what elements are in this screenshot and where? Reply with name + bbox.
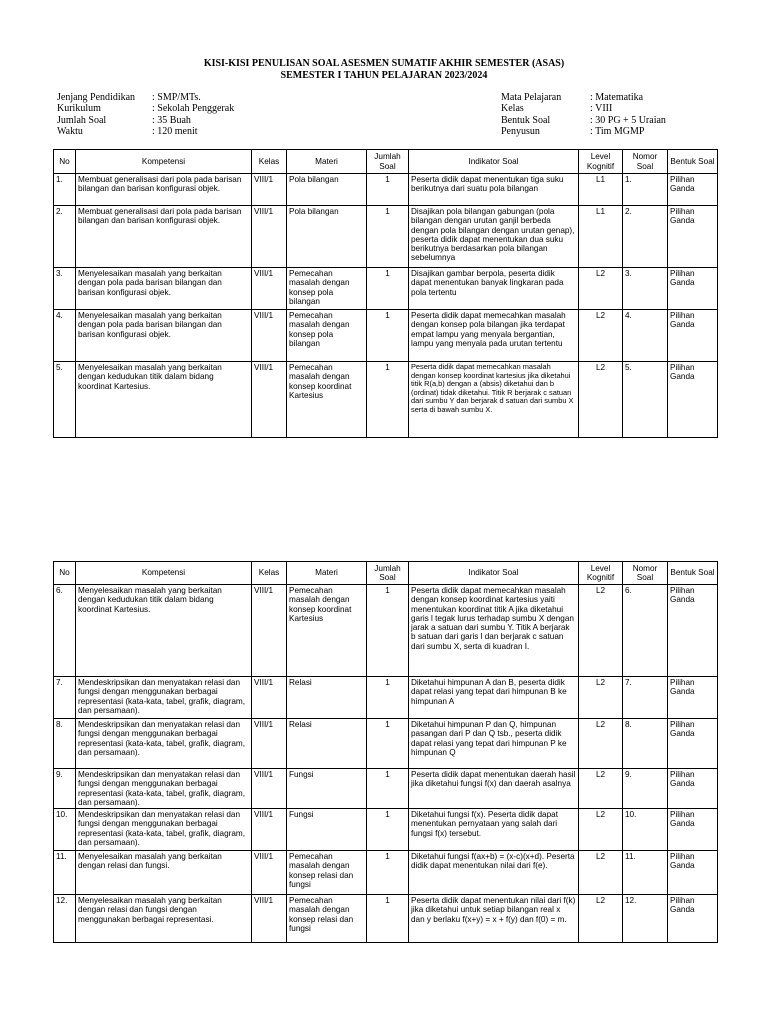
- cell-jumlah: 1: [367, 719, 409, 769]
- cell-jumlah: 1: [367, 362, 409, 438]
- cell-no: 2.: [54, 206, 76, 268]
- meta-row: [501, 115, 666, 126]
- cell-materi: Relasi: [287, 719, 367, 769]
- cell-kelas: VIII/1: [252, 585, 287, 677]
- cell-level: L2: [579, 719, 623, 769]
- cell-kelas: VIII/1: [252, 851, 287, 895]
- cell-bentuk: Pilihan Ganda: [668, 268, 718, 310]
- cell-nomor: 9.: [623, 769, 668, 809]
- column-header: Kelas: [252, 150, 287, 174]
- cell-kompetensi: Menyelesaikan masalah yang berkaitan dengan relasi dan fungsi.: [76, 851, 252, 895]
- table-row: [54, 677, 718, 719]
- cell-jumlah: 1: [367, 268, 409, 310]
- cell-kompetensi: Menyelesaikan masalah yang berkaitan dengan pola pada barisan bilangan dan barisan konfigurasi objek.: [76, 268, 252, 310]
- cell-bentuk: Pilihan Ganda: [668, 809, 718, 851]
- cell-kelas: VIII/1: [252, 769, 287, 809]
- meta-row: [501, 92, 666, 103]
- cell-nomor: 6.: [623, 585, 668, 677]
- cell-indikator: Peserta didik dapat memecahkan masalah dengan konsep pola bilangan jika terdapat empat lampu yang menyala bergantian, lampu yang menyala pada urutan tertentu: [409, 310, 579, 362]
- table-row: [54, 585, 718, 677]
- meta-value: : VIII: [590, 103, 613, 115]
- column-header: Nomor Soal: [623, 150, 668, 174]
- meta-value: : 120 menit: [152, 126, 198, 138]
- cell-materi: Pola bilangan: [287, 174, 367, 206]
- cell-materi: Pemecahan masalah dengan konsep pola bilangan: [287, 310, 367, 362]
- cell-materi: Pemecahan masalah dengan konsep pola bilangan: [287, 268, 367, 310]
- cell-no: 1.: [54, 174, 76, 206]
- table-row: [54, 895, 718, 943]
- cell-nomor: 10.: [623, 809, 668, 851]
- meta-value: : 30 PG + 5 Uraian: [590, 114, 666, 126]
- table-row: [54, 769, 718, 809]
- table-header-row: [54, 150, 718, 174]
- cell-no: 3.: [54, 268, 76, 310]
- meta-label: Waktu: [57, 126, 83, 138]
- cell-nomor: 11.: [623, 851, 668, 895]
- cell-no: 7.: [54, 677, 76, 719]
- cell-bentuk: Pilihan Ganda: [668, 769, 718, 809]
- cell-kelas: VIII/1: [252, 206, 287, 268]
- cell-materi: Pemecahan masalah dengan konsep koordinat Kartesius: [287, 362, 367, 438]
- cell-kompetensi: Menyelesaikan masalah yang berkaitan dengan kedudukan titik dalam bidang koordinat Kartesius.: [76, 585, 252, 677]
- cell-materi: Pola bilangan: [287, 206, 367, 268]
- cell-nomor: 4.: [623, 310, 668, 362]
- meta-left-table: [57, 92, 234, 138]
- cell-level: L2: [579, 268, 623, 310]
- cell-materi: Fungsi: [287, 809, 367, 851]
- cell-level: L2: [579, 851, 623, 895]
- cell-indikator: Diketahui fungsi f(ax+b) = (x-c)(x+d). Peserta didik dapat menentukan nilai dari f(e).: [409, 851, 579, 895]
- column-header: Nomor Soal: [623, 562, 668, 585]
- table-row: [54, 310, 718, 362]
- cell-level: L2: [579, 809, 623, 851]
- table-row: [54, 174, 718, 206]
- cell-no: 9.: [54, 769, 76, 809]
- column-header: Kompetensi: [76, 150, 252, 174]
- cell-kelas: VIII/1: [252, 362, 287, 438]
- cell-kompetensi: Menyelesaikan masalah yang berkaitan dengan relasi dan fungsi dengan menggunakan berbagai representasi.: [76, 895, 252, 943]
- cell-indikator: Peserta didik dapat memecahkan masalah dengan konsep koordinat kartesius jika diketahui titik R(a,b) dengan a (absis) diketahui dan b (ordinat) tidak diketahui. Titik R berjarak c satuan dari sumbu Y dan berjarak d satuan dari sumbu X serta di bawah sumbu X.: [409, 362, 579, 438]
- cell-indikator: Peserta didik dapat memecahkan masalah dengan konsep koordinat kartesius yaiti menentukan koordinat titik A jika diketahui garis l tegak lurus terhadap sumbu X dengan jarak a satuan dari sumbu Y. Titik A berjarak b satuan dari garis l dan berjarak c satuan dari sumbu X, serta di kuadran I.: [409, 585, 579, 677]
- cell-level: L2: [579, 677, 623, 719]
- cell-indikator: Diketahui himpunan A dan B, peserta didik dapat relasi yang tepat dari himpunan B ke himpunan A: [409, 677, 579, 719]
- cell-bentuk: Pilihan Ganda: [668, 851, 718, 895]
- table-row: [54, 851, 718, 895]
- table-row: [54, 362, 718, 438]
- meta-row: [501, 103, 666, 114]
- cell-nomor: 3.: [623, 268, 668, 310]
- cell-jumlah: 1: [367, 895, 409, 943]
- cell-kelas: VIII/1: [252, 809, 287, 851]
- cell-kompetensi: Membuat generalisasi dari pola pada barisan bilangan dan barisan konfigurasi objek.: [76, 174, 252, 206]
- cell-nomor: 7.: [623, 677, 668, 719]
- table-row: [54, 809, 718, 851]
- cell-jumlah: 1: [367, 851, 409, 895]
- cell-kompetensi: Menyelesaikan masalah yang berkaitan dengan pola pada barisan bilangan dan barisan konfigurasi objek.: [76, 310, 252, 362]
- cell-indikator: Diketahui fungsi f(x). Peserta didik dapat menentukan pernyataan yang salah dari fungsi f(x) tersebut.: [409, 809, 579, 851]
- cell-bentuk: Pilihan Ganda: [668, 362, 718, 438]
- cell-jumlah: 1: [367, 809, 409, 851]
- cell-kompetensi: Membuat generalisasi dari pola pada barisan bilangan dan barisan konfigurasi objek.: [76, 206, 252, 268]
- cell-kompetensi: Mendeskripsikan dan menyatakan relasi dan fungsi dengan menggunakan berbagai representasi (kata-kata, tabel, grafik, diagram, dan persamaan).: [76, 719, 252, 769]
- document-subtitle: SEMESTER I TAHUN PELAJARAN 2023/2024: [280, 70, 488, 81]
- cell-materi: Fungsi: [287, 769, 367, 809]
- cell-jumlah: 1: [367, 677, 409, 719]
- kisi-kisi-table-2: [53, 561, 718, 943]
- cell-indikator: Peserta didik dapat menentukan nilai dari f(k) jika diketahui untuk setiap bilangan real x dan y berlaku f(x+y) = x + f(y) dan f(0) = m.: [409, 895, 579, 943]
- cell-indikator: Peserta didik dapat menentukan tiga suku berikutnya dari suatu pola bilangan: [409, 174, 579, 206]
- cell-bentuk: Pilihan Ganda: [668, 677, 718, 719]
- cell-jumlah: 1: [367, 174, 409, 206]
- cell-jumlah: 1: [367, 206, 409, 268]
- cell-nomor: 8.: [623, 719, 668, 769]
- cell-no: 11.: [54, 851, 76, 895]
- column-header: Kompetensi: [76, 562, 252, 585]
- cell-bentuk: Pilihan Ganda: [668, 206, 718, 268]
- cell-kelas: VIII/1: [252, 719, 287, 769]
- cell-bentuk: Pilihan Ganda: [668, 895, 718, 943]
- cell-jumlah: 1: [367, 769, 409, 809]
- cell-kelas: VIII/1: [252, 677, 287, 719]
- cell-kelas: VIII/1: [252, 895, 287, 943]
- meta-label: Kurikulum: [57, 103, 101, 115]
- column-header: Materi: [287, 150, 367, 174]
- meta-label: Jenjang Pendidikan: [57, 92, 136, 103]
- meta-value: : Sekolah Penggerak: [152, 103, 235, 115]
- cell-kelas: VIII/1: [252, 310, 287, 362]
- cell-level: L2: [579, 895, 623, 943]
- meta-label: Jumlah Soal: [57, 114, 107, 126]
- meta-label: Kelas: [501, 103, 524, 115]
- meta-row: [57, 103, 234, 114]
- cell-materi: Pemecahan masalah dengan konsep relasi dan fungsi: [287, 851, 367, 895]
- column-header: Materi: [287, 562, 367, 585]
- cell-indikator: Disajikan gambar berpola, peserta didik dapat menentukan banyak lingkaran pada pola tertentu: [409, 268, 579, 310]
- meta-row: [57, 126, 234, 137]
- cell-nomor: 5.: [623, 362, 668, 438]
- column-header: Level Kognitif: [579, 562, 623, 585]
- cell-bentuk: Pilihan Ganda: [668, 174, 718, 206]
- column-header: Indikator Soal: [409, 562, 579, 585]
- cell-indikator: Diketahui himpunan P dan Q, himpunan pasangan dari P dan Q tsb., peserta didik dapat relasi yang tepat dari himpunan P ke himpunan Q: [409, 719, 579, 769]
- meta-label: Mata Pelajaran: [501, 92, 562, 103]
- cell-indikator: Peserta didik dapat menentukan daerah hasil jika diketahui fungsi f(x) dan daerah asalnya: [409, 769, 579, 809]
- table-header-row: [54, 562, 718, 585]
- cell-kelas: VIII/1: [252, 174, 287, 206]
- meta-row: [57, 92, 234, 103]
- cell-jumlah: 1: [367, 585, 409, 677]
- column-header: Level Kognitif: [579, 150, 623, 174]
- cell-nomor: 1.: [623, 174, 668, 206]
- cell-level: L2: [579, 310, 623, 362]
- meta-right-table: [501, 92, 666, 138]
- column-header: Kelas: [252, 562, 287, 585]
- cell-no: 4.: [54, 310, 76, 362]
- meta-value: : Matematika: [590, 92, 644, 103]
- cell-materi: Pemecahan masalah dengan konsep relasi dan fungsi: [287, 895, 367, 943]
- cell-no: 10.: [54, 809, 76, 851]
- cell-level: L2: [579, 585, 623, 677]
- cell-bentuk: Pilihan Ganda: [668, 719, 718, 769]
- cell-nomor: 2.: [623, 206, 668, 268]
- cell-bentuk: Pilihan Ganda: [668, 310, 718, 362]
- table-row: [54, 206, 718, 268]
- cell-kompetensi: Mendeskripsikan dan menyatakan relasi dan fungsi dengan menggunakan berbagai representasi (kata-kata, tabel, grafik, diagram, dan persamaan).: [76, 677, 252, 719]
- column-header: No: [54, 150, 76, 174]
- document-title: KISI-KISI PENULISAN SOAL ASESMEN SUMATIF AKHIR SEMESTER (ASAS): [203, 58, 565, 69]
- cell-jumlah: 1: [367, 310, 409, 362]
- cell-no: 6.: [54, 585, 76, 677]
- column-header: Jumlah Soal: [367, 150, 409, 174]
- kisi-kisi-table-1: [53, 149, 718, 438]
- column-header: No: [54, 562, 76, 585]
- meta-value: : 35 Buah: [152, 114, 191, 126]
- meta-value: : Tim MGMP: [590, 126, 645, 138]
- cell-materi: Relasi: [287, 677, 367, 719]
- cell-materi: Pemecahan masalah dengan konsep koordinat Kartesius: [287, 585, 367, 677]
- meta-row: [57, 115, 234, 126]
- cell-nomor: 12.: [623, 895, 668, 943]
- column-header: Jumlah Soal: [367, 562, 409, 585]
- table-row: [54, 719, 718, 769]
- cell-no: 12.: [54, 895, 76, 943]
- cell-level: L1: [579, 206, 623, 268]
- cell-indikator: Disajikan pola bilangan gabungan (pola bilangan dengan urutan ganjil berbeda dengan pola bilangan dengan urutan genap), peserta didik dapat menentukan dua suku berikutnya berdasarkan pola bilangan sebelumnya: [409, 206, 579, 268]
- table-row: [54, 268, 718, 310]
- meta-value: : SMP/MTs.: [152, 92, 201, 103]
- column-header: Bentuk Soal: [668, 562, 718, 585]
- column-header: Bentuk Soal: [668, 150, 718, 174]
- cell-bentuk: Pilihan Ganda: [668, 585, 718, 677]
- cell-kompetensi: Menyelesaikan masalah yang berkaitan dengan kedudukan titik dalam bidang koordinat Kartesius.: [76, 362, 252, 438]
- cell-kompetensi: Mendeskripsikan dan menyatakan relasi dan fungsi dengan menggunakan berbagai representasi (kata-kata, tabel, grafik, diagram, dan persamaan).: [76, 769, 252, 809]
- meta-label: Penyusun: [501, 126, 540, 138]
- cell-no: 5.: [54, 362, 76, 438]
- cell-level: L2: [579, 769, 623, 809]
- cell-kelas: VIII/1: [252, 268, 287, 310]
- cell-level: L2: [579, 362, 623, 438]
- meta-row: [501, 126, 666, 137]
- cell-kompetensi: Mendeskripsikan dan menyatakan relasi dan fungsi dengan menggunakan berbagai representasi (kata-kata, tabel, grafik, diagram, dan persamaan).: [76, 809, 252, 851]
- cell-level: L1: [579, 174, 623, 206]
- cell-no: 8.: [54, 719, 76, 769]
- meta-label: Bentuk Soal: [501, 114, 551, 126]
- column-header: Indikator Soal: [409, 150, 579, 174]
